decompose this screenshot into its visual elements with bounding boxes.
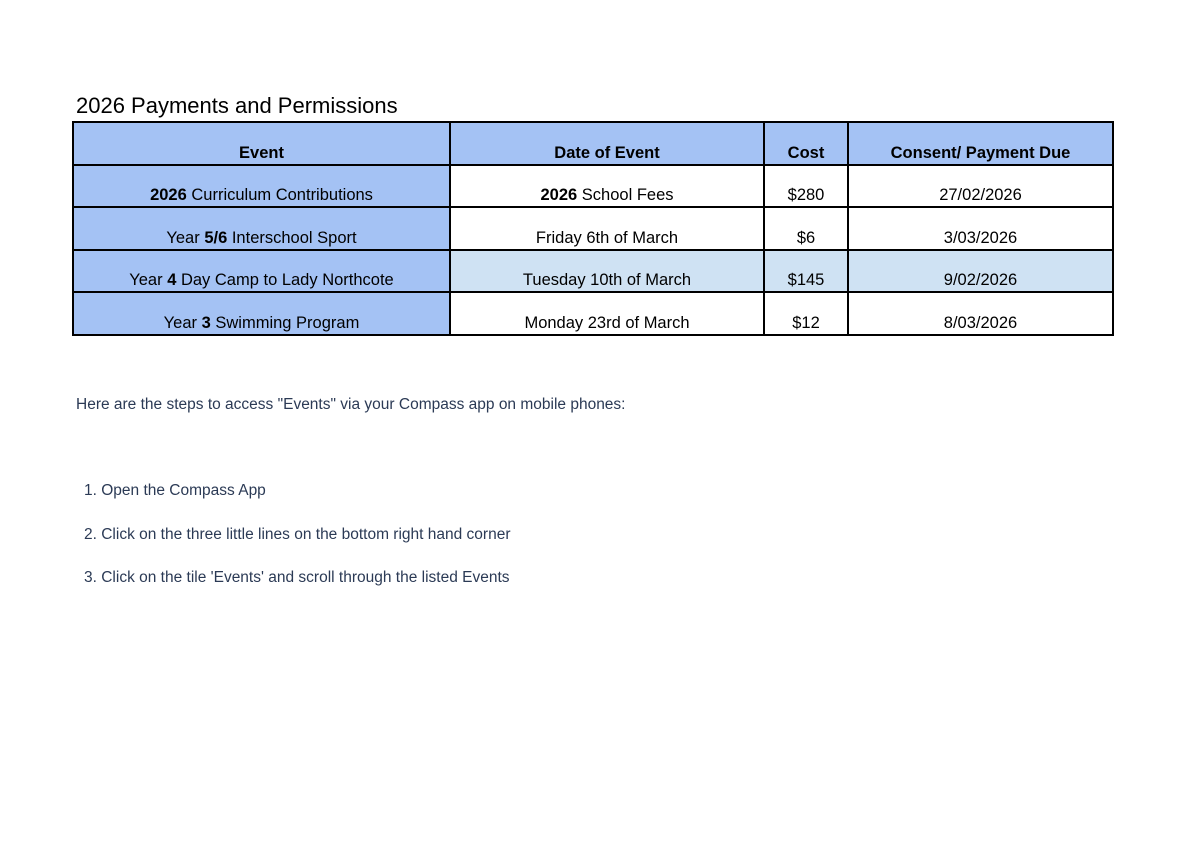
due-cell: 9/02/2026 [848, 250, 1113, 293]
events-table [72, 121, 1114, 336]
header-cost: Cost [764, 122, 848, 165]
event-text: Swimming Program [210, 313, 360, 332]
table-row [73, 250, 1113, 293]
cost-cell: $12 [764, 292, 848, 335]
event-prefix: Year [166, 228, 205, 247]
event-cell [73, 292, 450, 335]
due-cell: 27/02/2026 [848, 165, 1113, 208]
date-cell [450, 165, 764, 208]
event-bold: 3 [201, 313, 211, 332]
header-event: Event [73, 122, 450, 165]
event-bold: 4 [167, 271, 177, 289]
event-text: Curriculum Contributions [186, 186, 373, 204]
page-title: 2026 Payments and Permissions [76, 93, 398, 118]
date-bold: 2026 [540, 186, 578, 204]
table-row [73, 292, 1113, 335]
header-date: Date of Event [450, 122, 764, 165]
table-row [73, 207, 1113, 250]
date-cell: Friday 6th of March [450, 207, 764, 250]
date-cell: Monday 23rd of March [450, 292, 764, 335]
date-text: School Fees [577, 186, 674, 204]
event-text: Day Camp to Lady Northcote [176, 271, 394, 289]
event-bold: 5/6 [204, 228, 228, 247]
table-row [73, 165, 1113, 208]
event-prefix: Year [129, 271, 168, 289]
header-due: Consent/ Payment Due [848, 122, 1113, 165]
list-item: 2. Click on the three little lines on the bottom right hand corner [84, 525, 511, 543]
cost-cell: $280 [764, 165, 848, 208]
list-item: 3. Click on the tile 'Events' and scroll through the listed Events [84, 569, 510, 586]
event-text: Interschool Sport [227, 228, 357, 247]
date-cell: Tuesday 10th of March [450, 250, 764, 293]
event-bold: 2026 [150, 186, 187, 204]
due-cell: 3/03/2026 [848, 207, 1113, 250]
list-item: 1. Open the Compass App [84, 482, 266, 499]
intro-text: Here are the steps to access "Events" via your Compass app on mobile phones: [76, 396, 626, 413]
event-prefix: Year [163, 313, 202, 332]
event-cell [73, 250, 450, 293]
steps-list [84, 482, 511, 613]
event-cell [73, 207, 450, 250]
event-cell [73, 165, 450, 208]
cost-cell: $6 [764, 207, 848, 250]
table-header-row [73, 122, 1113, 165]
due-cell: 8/03/2026 [848, 292, 1113, 335]
cost-cell: $145 [764, 250, 848, 293]
